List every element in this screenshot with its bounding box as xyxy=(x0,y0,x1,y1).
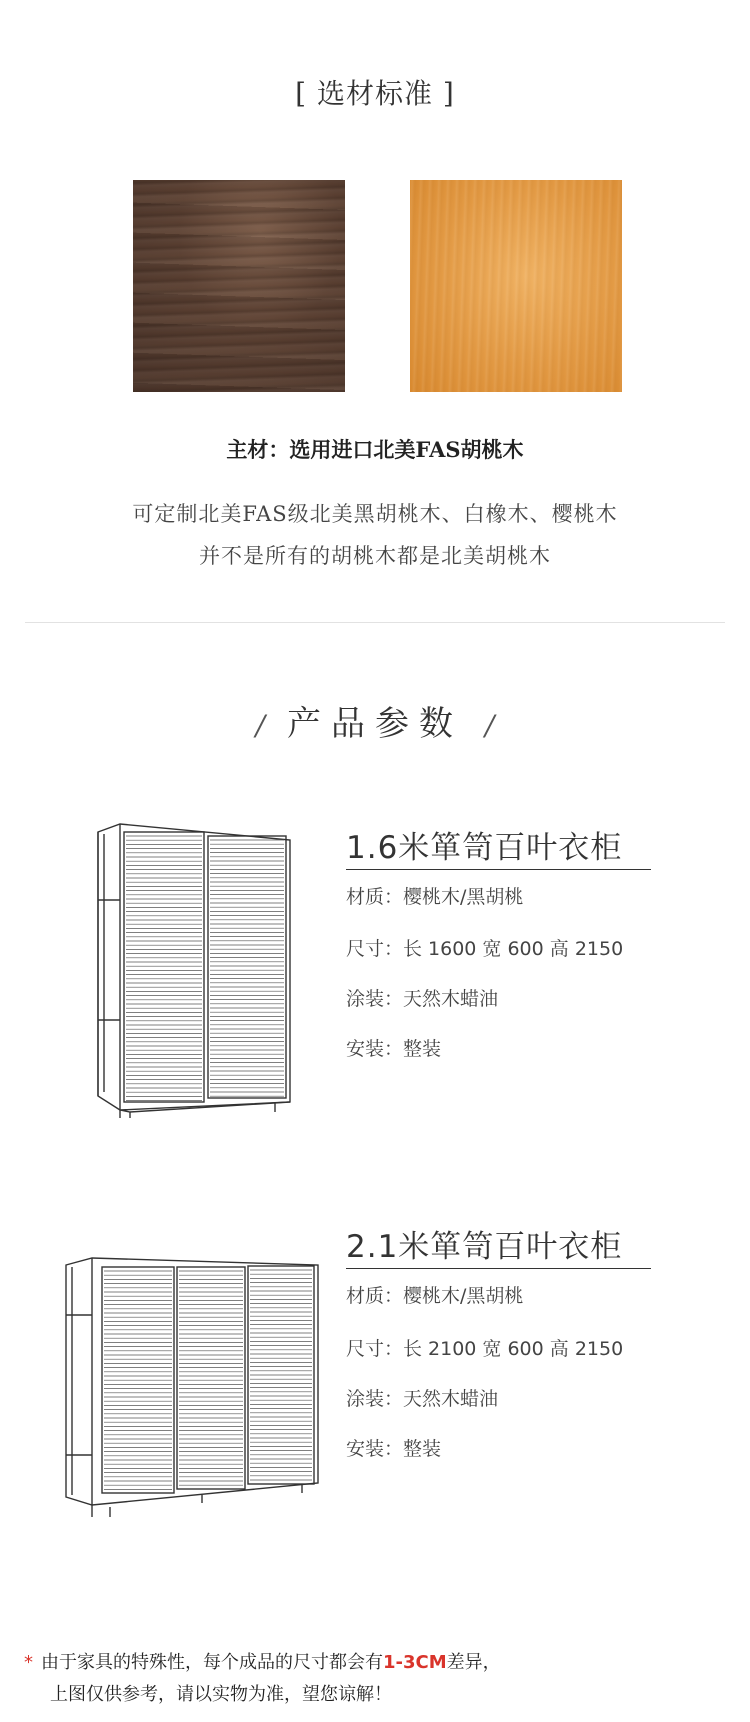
footer-note-suffix: 差异， xyxy=(446,1652,501,1673)
params-section-title xyxy=(0,696,750,745)
walnut-origin-note: 并不是所有的胡桃木都是北美胡桃木 xyxy=(199,544,551,568)
footer-note-line2: 上图仅供参考，请以实物为准，望您谅解！ xyxy=(50,1684,392,1705)
cherry-wood-swatch xyxy=(410,180,622,392)
product-1-material: 材质：樱桃木/黑胡桃 xyxy=(346,886,524,908)
custom-material-description: 可定制北美FAS级北美黑胡桃木、白橡木、樱桃木 xyxy=(132,502,618,526)
product-1-install: 安装：整装 xyxy=(346,1038,442,1060)
product-1-title: 1.6米箪笥百叶衣柜 xyxy=(346,822,651,870)
main-material-text: 主材：选用进口北美FAS胡桃木 xyxy=(226,437,524,462)
footer-note-prefix: 由于家具的特殊性，每个成品的尺寸都会有 xyxy=(41,1652,383,1673)
wardrobe-2-1m-illustration xyxy=(62,1255,324,1525)
wardrobe-1-6m-illustration xyxy=(90,820,300,1120)
material-section-title: [ 选材标准 ] xyxy=(295,77,455,110)
product-2-size: 尺寸：长 2100 宽 600 高 2150 xyxy=(346,1338,624,1360)
section-divider xyxy=(25,622,725,623)
footer-note-line1 xyxy=(24,1648,501,1674)
product-1-size: 尺寸：长 1600 宽 600 高 2150 xyxy=(346,938,624,960)
product-2-title: 2.1米箪笥百叶衣柜 xyxy=(346,1221,651,1269)
product-1-finish: 涂装：天然木蜡油 xyxy=(346,988,499,1010)
title-slash-left: / xyxy=(255,709,265,742)
params-title-text: 产品参数 xyxy=(287,704,463,744)
footer-note-highlight: 1-3CM xyxy=(383,1652,447,1673)
asterisk-icon: * xyxy=(24,1652,33,1673)
product-2-finish: 涂装：天然木蜡油 xyxy=(346,1388,499,1410)
product-2-install: 安装：整装 xyxy=(346,1438,442,1460)
walnut-wood-swatch xyxy=(133,180,345,392)
title-slash-right: / xyxy=(485,709,495,742)
product-2-material: 材质：樱桃木/黑胡桃 xyxy=(346,1285,524,1307)
